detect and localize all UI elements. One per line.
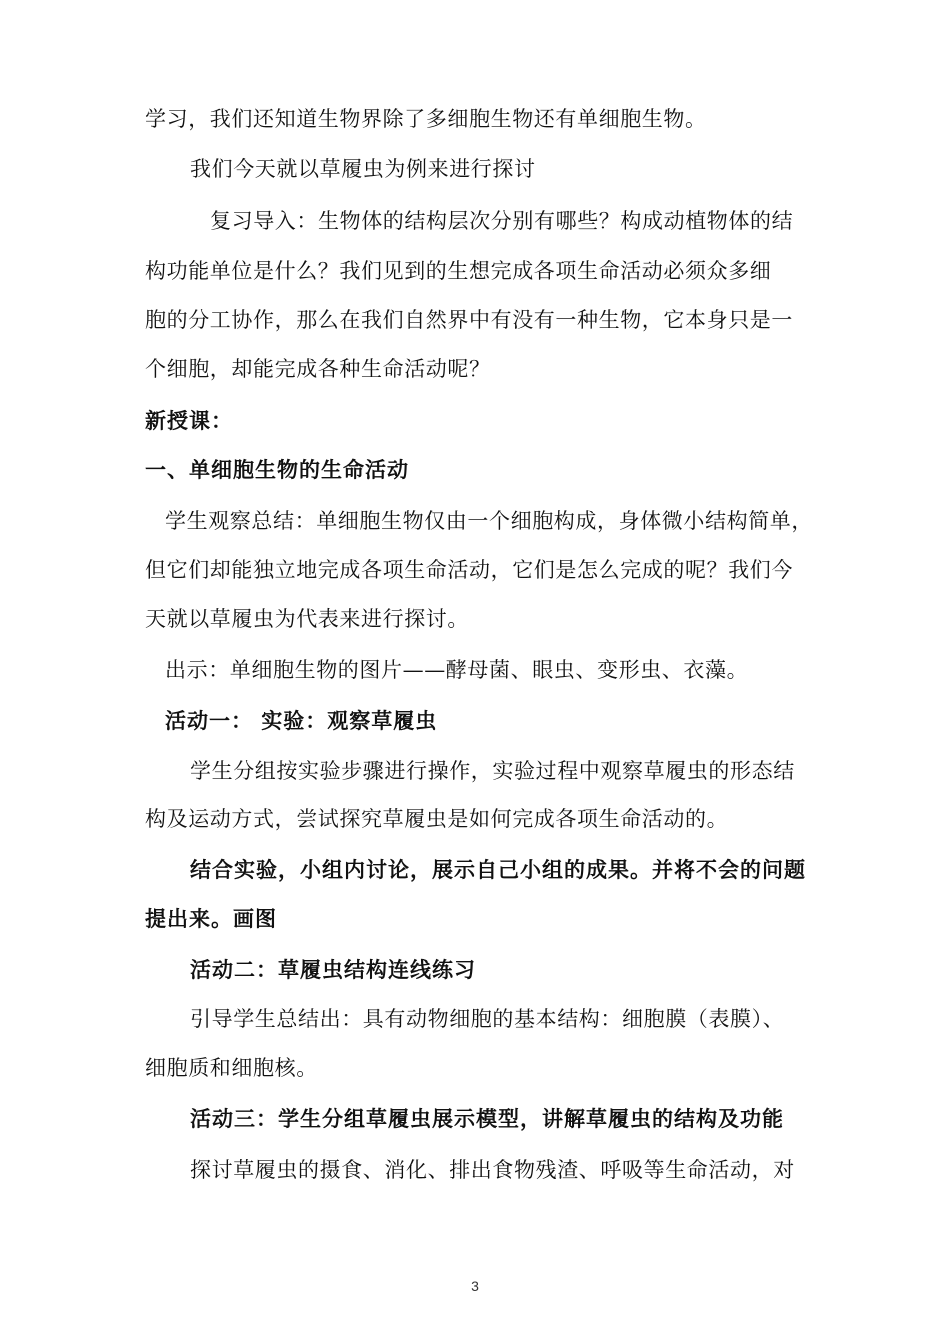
paragraph-line: 细胞质和细胞核。 [145, 1056, 318, 1080]
bold-paragraph-line: 结合实验，小组内讨论，展示自己小组的成果。并将不会的问题 [190, 858, 806, 882]
paragraph-line: 胞的分工协作，那么在我们自然界中有没有一种生物，它本身只是一 [145, 308, 793, 332]
paragraph-line: 引导学生总结出：具有动物细胞的基本结构：细胞膜（表膜）、 [190, 1007, 785, 1031]
activity-heading: 活动三：学生分组草履虫展示模型，讲解草履虫的结构及功能 [190, 1107, 784, 1131]
section-heading: 一、单细胞生物的生命活动 [145, 458, 409, 482]
paragraph-line: 出示：单细胞生物的图片——酵母菌、眼虫、变形虫、衣藻。 [165, 658, 749, 682]
paragraph-line: 我们今天就以草履虫为例来进行探讨 [190, 157, 536, 181]
paragraph-line: 复习导入：生物体的结构层次分别有哪些？构成动植物体的结 [210, 209, 794, 233]
activity-heading: 活动一： 实验：观察草履虫 [165, 709, 438, 733]
paragraph-line: 学生观察总结：单细胞生物仅由一个细胞构成，身体微小结构简单， [165, 509, 813, 533]
paragraph-line: 个细胞，却能完成各种生命活动呢？ [145, 357, 491, 381]
paragraph-line: 探讨草履虫的摄食、消化、排出食物残渣、呼吸等生命活动，对 [190, 1158, 795, 1182]
activity-heading: 活动二：草履虫结构连线练习 [190, 958, 476, 982]
paragraph-line: 学习，我们还知道生物界除了多细胞生物还有单细胞生物。 [145, 107, 707, 131]
page-number: 3 [471, 1278, 479, 1294]
paragraph-line: 天就以草履虫为代表来进行探讨。 [145, 607, 469, 631]
paragraph-line: 构及运动方式，尝试探究草履虫是如何完成各项生命活动的。 [145, 807, 729, 831]
paragraph-line: 学生分组按实验步骤进行操作，实验过程中观察草履虫的形态结 [190, 759, 795, 783]
paragraph-line: 但它们却能独立地完成各项生命活动，它们是怎么完成的呢？我们今 [145, 558, 793, 582]
bold-paragraph-line: 提出来。画图 [145, 907, 277, 931]
section-heading: 新授课： [145, 409, 233, 433]
paragraph-line: 构功能单位是什么？我们见到的生想完成各项生命活动必须众多细 [145, 259, 772, 283]
